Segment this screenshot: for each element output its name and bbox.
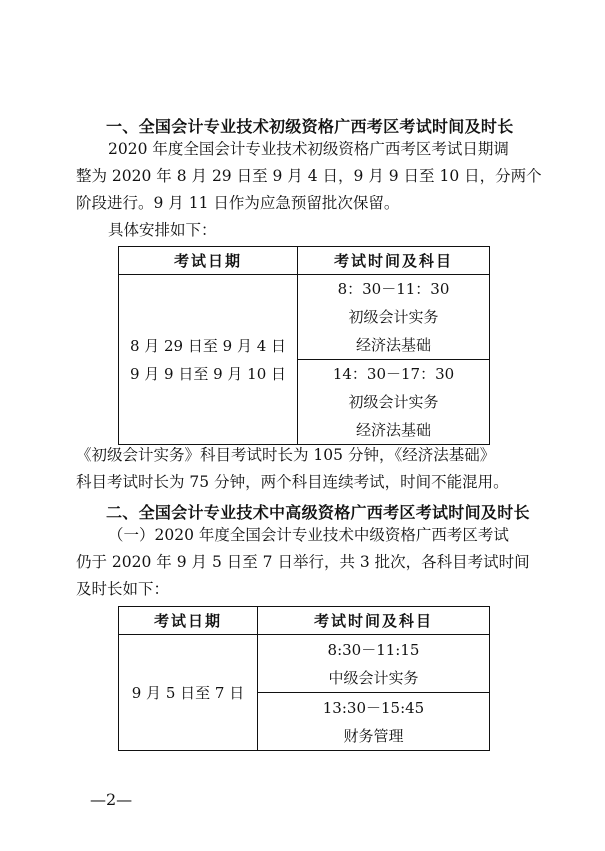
session-cell	[258, 693, 490, 751]
intro-line: 2020 年度全国会计专业技术初级资格广西考区考试日期调	[108, 140, 509, 158]
section2-schedule-table	[118, 606, 490, 751]
intro-line: （一）2020 年度全国会计专业技术中级资格广西考区考试	[108, 526, 509, 544]
session-cell	[298, 275, 490, 360]
exam-date-line: 9 月 9 日至 9 月 10 日	[129, 364, 287, 383]
session-subject: 初级会计实务	[348, 308, 439, 326]
session-subject: 财务管理	[343, 726, 404, 745]
page-number: —2—	[90, 790, 133, 809]
session-time: 8：30－11：30	[337, 280, 450, 298]
session-time: 8:30－11:15	[327, 640, 420, 659]
intro-line: 及时长如下：	[76, 580, 170, 598]
section1-intro	[76, 136, 542, 244]
exam-date-line: 8 月 29 日至 9 月 4 日	[129, 336, 287, 355]
note-line: 《初级会计实务》科目考试时长为 105 分钟，《经济法基础》	[76, 446, 496, 464]
section2-heading: 二、全国会计专业技术中高级资格广西考区考试时间及时长	[106, 503, 530, 522]
col-header-date: 考试日期	[119, 247, 298, 275]
session-cell	[258, 635, 490, 693]
section1-note	[76, 442, 531, 496]
section1-schedule-table	[118, 246, 490, 445]
session-subject: 经济法基础	[355, 421, 431, 439]
session-subject: 经济法基础	[355, 336, 431, 354]
exam-date-line: 9 月 5 日至 7 日	[131, 683, 245, 702]
intro-line: 整为 2020 年 8 月 29 日至 9 月 4 日，9 月 9 日至 10 日，分两个	[76, 167, 542, 185]
exam-date-cell	[119, 635, 258, 751]
session-subject: 中级会计实务	[328, 668, 419, 687]
note-line: 科目考试时长为 75 分钟，两个科目连续考试，时间不能混用。	[76, 473, 509, 491]
intro-line: 阶段进行。9 月 11 日作为应急预留批次保留。	[76, 194, 400, 212]
col-header-time-subject: 考试时间及科目	[258, 607, 490, 635]
arrangement-label: 具体安排如下：	[108, 221, 217, 239]
session-time: 14：30－17：30	[332, 365, 455, 383]
session-subject: 初级会计实务	[348, 393, 439, 411]
col-header-time-subject: 考试时间及科目	[298, 247, 490, 275]
session-time: 13:30－15:45	[322, 698, 425, 717]
exam-date-cell	[119, 275, 298, 445]
session-cell	[298, 360, 490, 445]
section1-heading: 一、全国会计专业技术初级资格广西考区考试时间及时长	[106, 117, 514, 136]
intro-line: 仍于 2020 年 9 月 5 日至 7 日举行，共 3 批次，各科目考试时间	[76, 553, 530, 571]
col-header-date: 考试日期	[119, 607, 258, 635]
section2-intro	[76, 522, 531, 603]
